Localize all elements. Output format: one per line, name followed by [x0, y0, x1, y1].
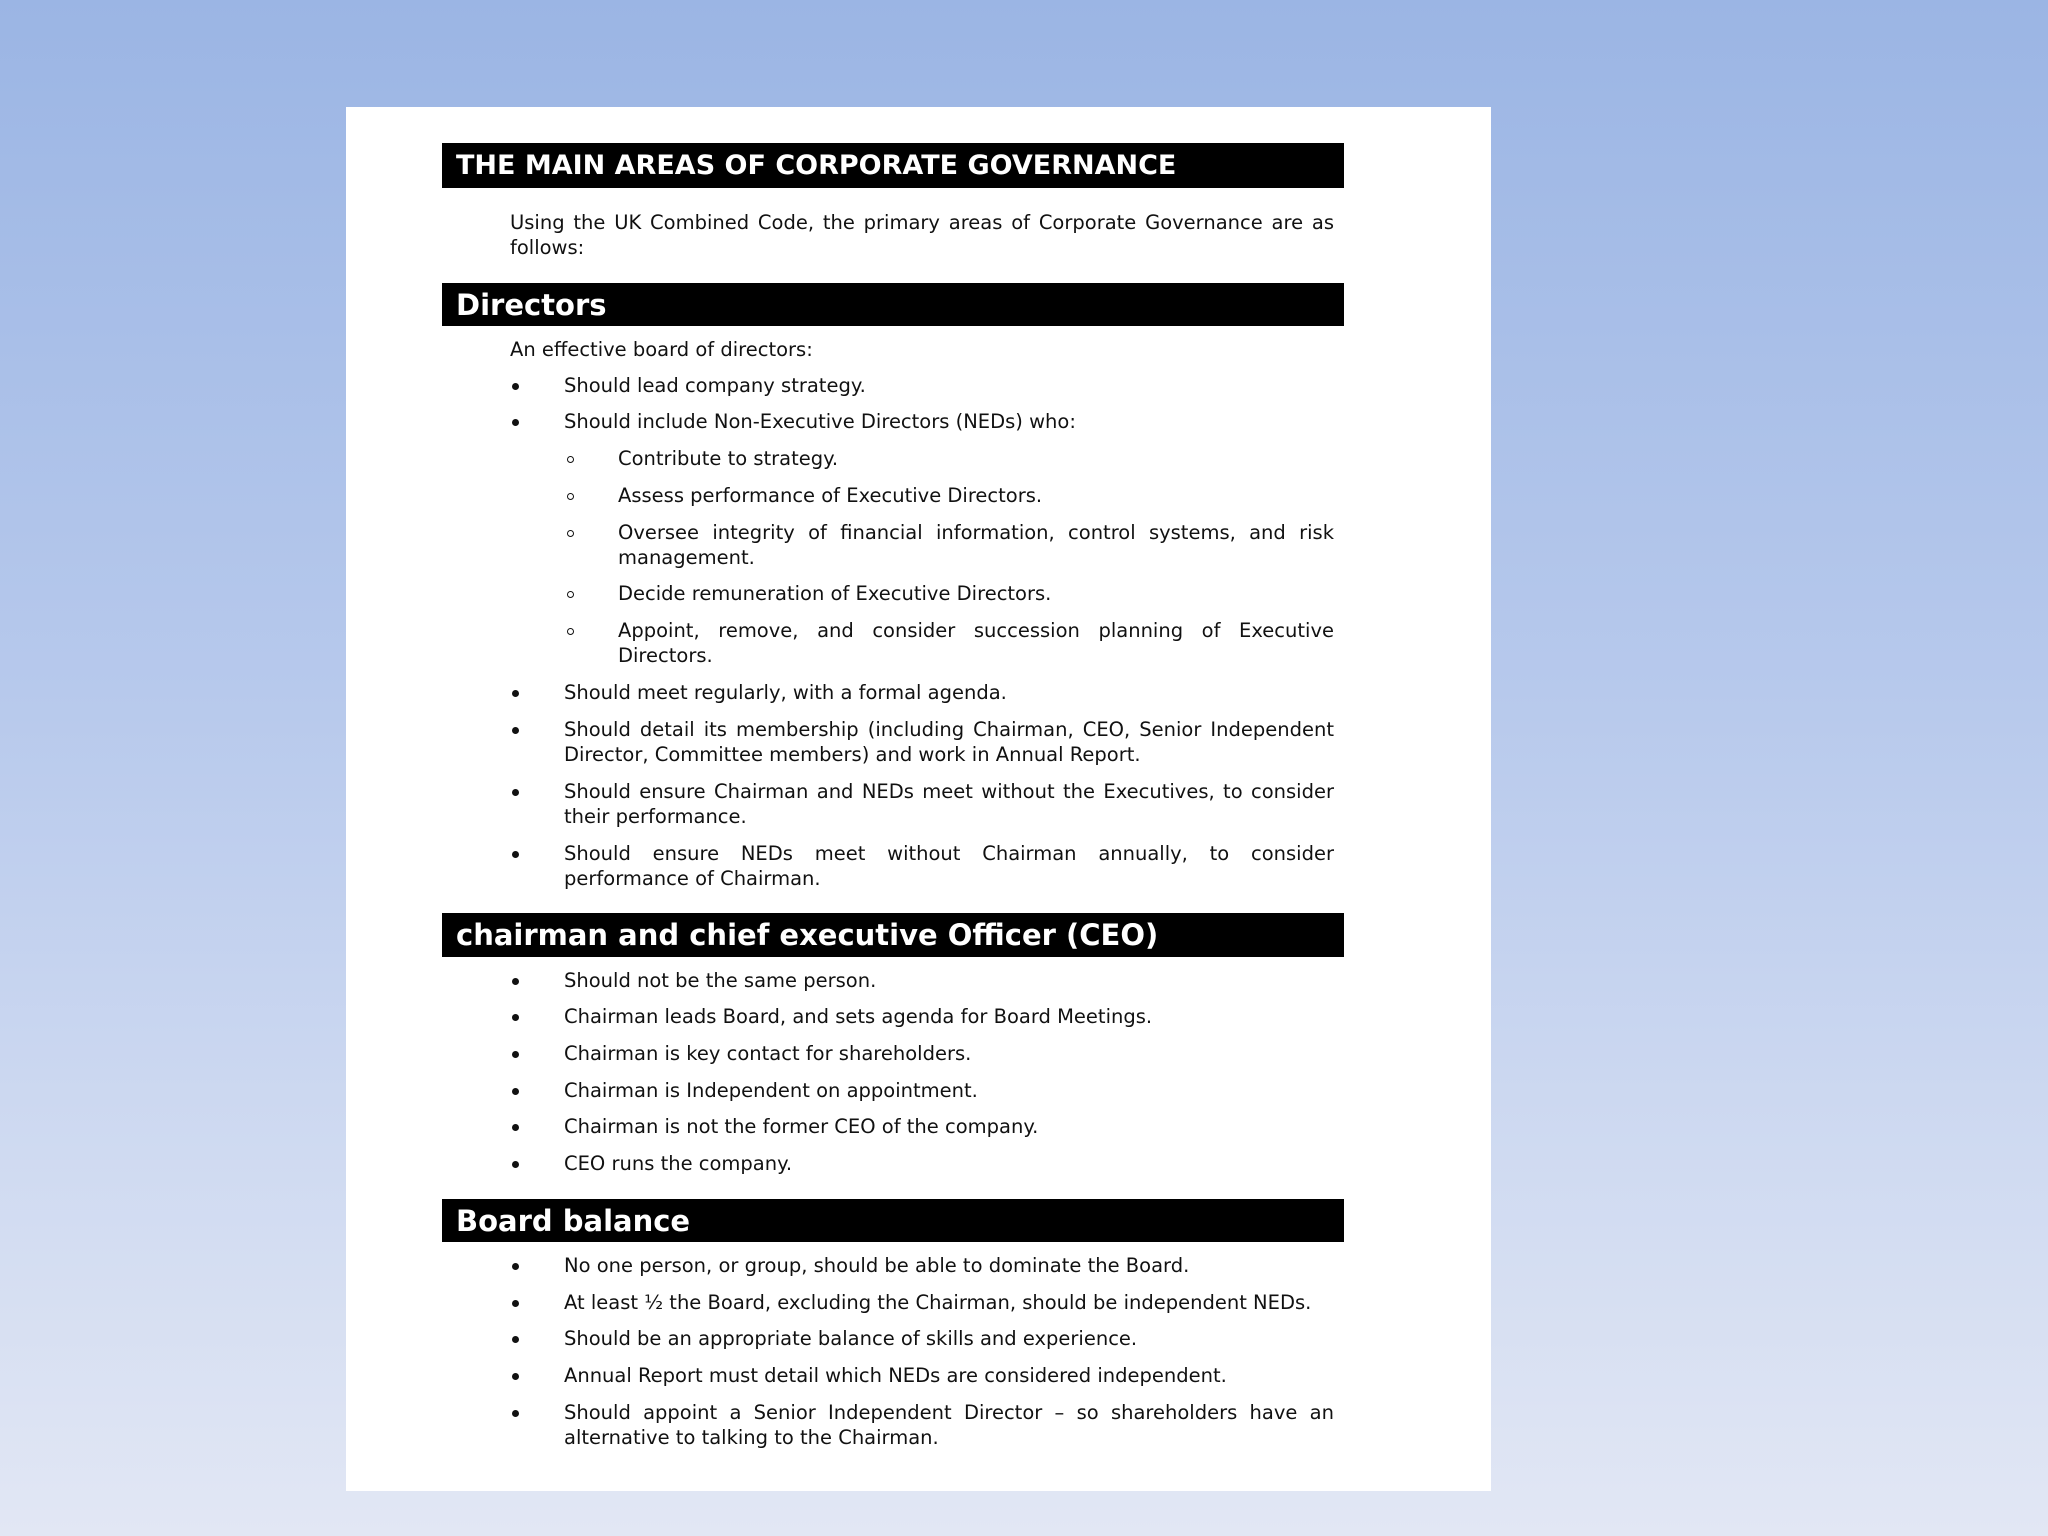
list-item-text: Should lead company strategy. — [564, 374, 866, 397]
list-item-text: Chairman is key contact for shareholders. — [564, 1042, 972, 1065]
sub-list-item-text: Appoint, remove, and consider succession planning of Executive Directors. — [618, 619, 1334, 667]
bullet-icon — [512, 690, 519, 697]
bullet-icon — [512, 789, 519, 796]
list-item-text: Should ensure NEDs meet without Chairman annually, to consider performance of Chairman. — [564, 842, 1334, 890]
bullet-icon — [512, 383, 519, 390]
document-page — [346, 107, 1491, 1491]
bullet-icon — [512, 1088, 519, 1095]
list-item-text: Chairman is Independent on appointment. — [564, 1079, 978, 1102]
sub-list-item-text: Oversee integrity of financial information, control systems, and risk management. — [618, 521, 1334, 569]
circle-bullet-icon — [567, 530, 574, 537]
directors-lead: An effective board of directors: — [510, 338, 813, 361]
bullet-icon — [512, 727, 519, 734]
bullet-icon — [512, 1051, 519, 1058]
list-item-text: Chairman is not the former CEO of the company. — [564, 1115, 1039, 1138]
list-item-text: Chairman leads Board, and sets agenda for Board Meetings. — [564, 1005, 1153, 1028]
list-item-text: Should not be the same person. — [564, 969, 877, 992]
bullet-icon — [512, 1410, 519, 1417]
bullet-icon — [512, 1336, 519, 1343]
circle-bullet-icon — [567, 591, 574, 598]
bullet-icon — [512, 1373, 519, 1380]
list-item-text: Annual Report must detail which NEDs are considered independent. — [564, 1364, 1227, 1387]
list-item-text: CEO runs the company. — [564, 1152, 793, 1175]
board-balance-heading: Board balance — [456, 1203, 691, 1238]
list-item-text: Should ensure Chairman and NEDs meet without the Executives, to consider their performance. — [564, 780, 1334, 828]
bullet-icon — [512, 851, 519, 858]
list-item-text: Should meet regularly, with a formal agenda. — [564, 681, 1007, 704]
bullet-icon — [512, 1124, 519, 1131]
main-title-bar — [442, 143, 1344, 188]
bullet-icon — [512, 1263, 519, 1270]
bullet-icon — [512, 419, 519, 426]
board-balance-heading-bar — [442, 1199, 1344, 1242]
sub-list-item-text: Contribute to strategy. — [618, 447, 839, 470]
bullet-icon — [512, 1161, 519, 1168]
intro-paragraph: Using the UK Combined Code, the primary areas of Corporate Governance are as follows: — [510, 211, 1334, 259]
bullet-icon — [512, 1014, 519, 1021]
list-item-text: Should be an appropriate balance of skills and experience. — [564, 1327, 1138, 1350]
directors-heading: Directors — [456, 287, 607, 322]
list-item-text: Should include Non-Executive Directors (NEDs) who: — [564, 410, 1076, 433]
ceo-heading-bar — [442, 913, 1344, 957]
list-item-text: Should appoint a Senior Independent Director – so shareholders have an alternative to talking to the Chairman. — [564, 1401, 1334, 1449]
directors-heading-bar — [442, 283, 1344, 326]
bullet-icon — [512, 1300, 519, 1307]
bullet-icon — [512, 978, 519, 985]
circle-bullet-icon — [567, 456, 574, 463]
sub-list-item-text: Decide remuneration of Executive Directors. — [618, 582, 1052, 605]
circle-bullet-icon — [567, 628, 574, 635]
list-item-text: Should detail its membership (including Chairman, CEO, Senior Independent Director, Committee members) and work in Annual Report. — [564, 718, 1334, 766]
sub-list-item-text: Assess performance of Executive Directors. — [618, 484, 1043, 507]
main-title: THE MAIN AREAS OF CORPORATE GOVERNANCE — [456, 150, 1177, 181]
list-item-text: No one person, or group, should be able to dominate the Board. — [564, 1254, 1190, 1277]
list-item-text: At least ½ the Board, excluding the Chairman, should be independent NEDs. — [564, 1291, 1312, 1314]
circle-bullet-icon — [567, 493, 574, 500]
ceo-heading: chairman and chief executive Officer (CEO) — [456, 918, 1159, 952]
